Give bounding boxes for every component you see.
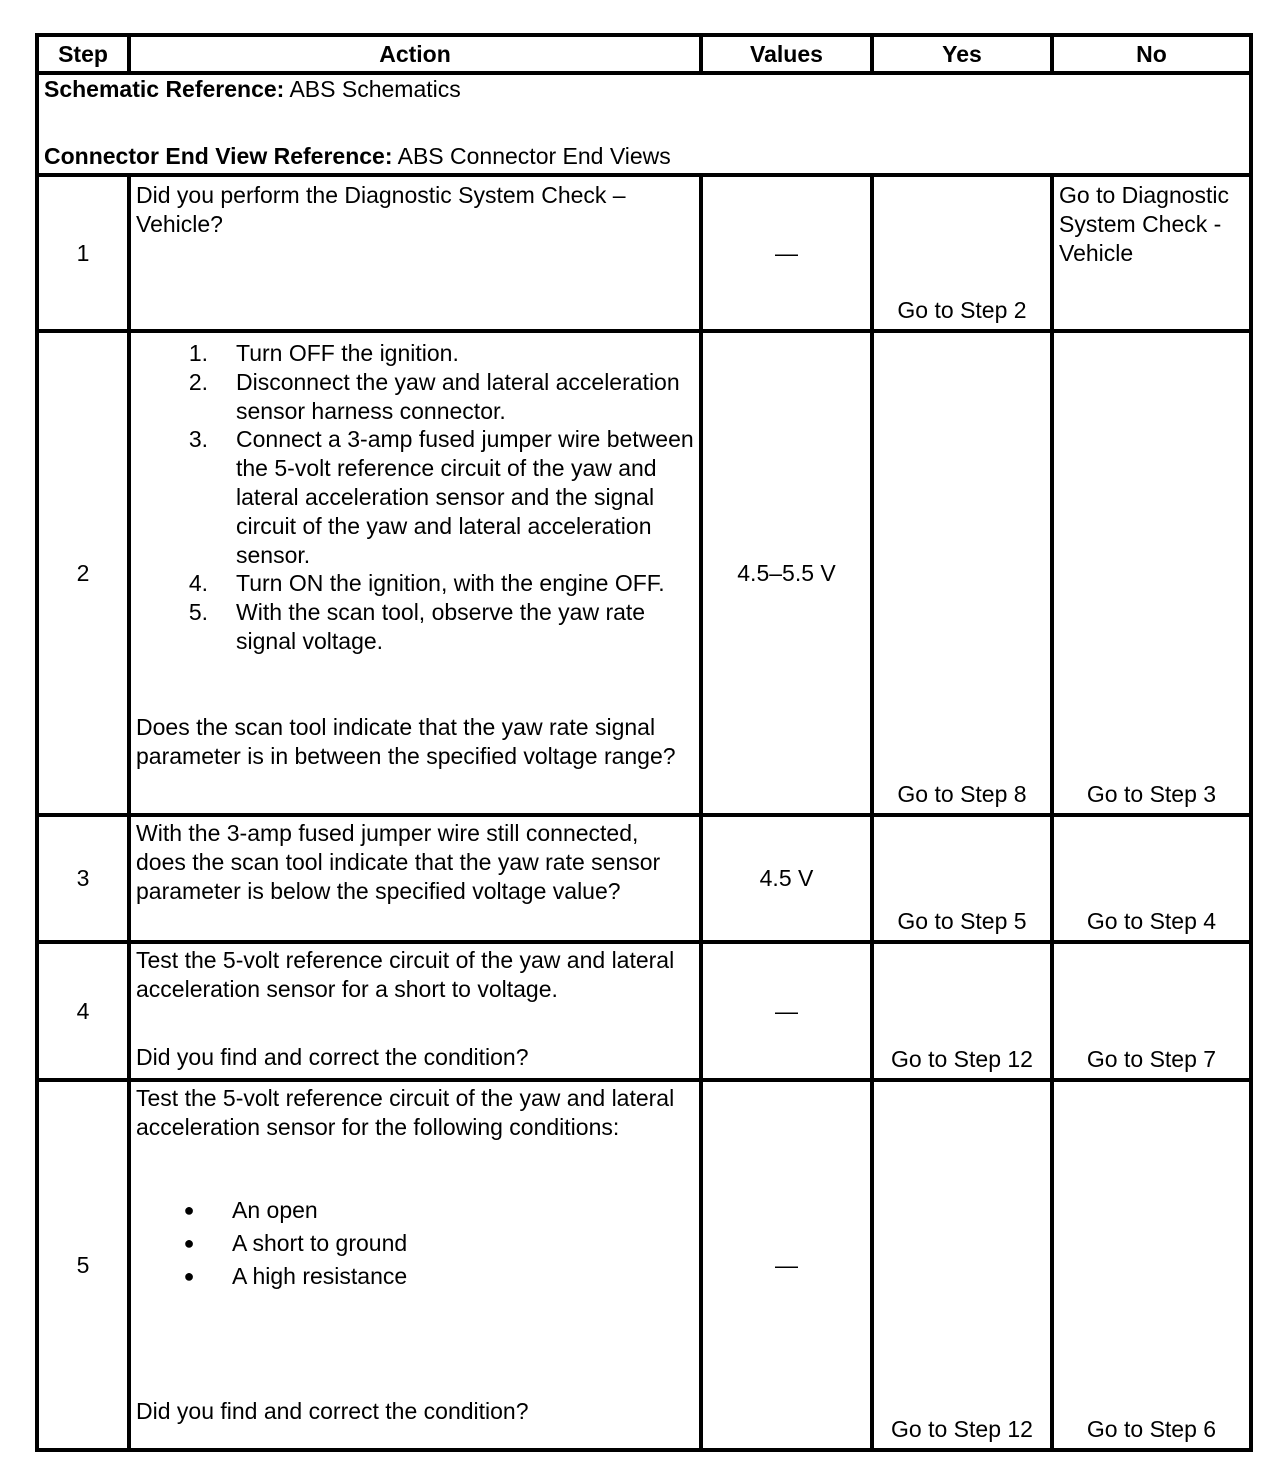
question-text: Did you find and correct the condition? [136, 1397, 529, 1424]
connector-reference [44, 142, 1244, 171]
step-number: 5 [37, 1080, 129, 1450]
header-row [37, 35, 1251, 73]
substep-number: 3. [188, 426, 208, 453]
no-cell[interactable]: Go to Step 3 [1052, 331, 1251, 815]
condition-text: A high resistance [232, 1262, 408, 1289]
substep-text: Turn ON the ignition, with the engine OFF. [236, 570, 665, 597]
table-row-step-4 [37, 942, 1251, 1080]
schematic-reference [44, 75, 1244, 104]
table-row-step-2 [37, 331, 1251, 815]
question-text: Did you find and correct the condition? [136, 1043, 529, 1070]
table-row-step-1 [37, 175, 1251, 331]
substep-list [136, 339, 694, 656]
action-cell [129, 331, 701, 815]
header-step: Step [37, 35, 129, 73]
table-row-step-5 [37, 1080, 1251, 1450]
reference-cell [37, 73, 1251, 175]
list-item [136, 339, 694, 368]
action-text: Did you perform the Diagnostic System Check – Vehicle? [136, 182, 626, 237]
condition-text: An open [232, 1196, 318, 1223]
list-item [136, 598, 694, 656]
yes-cell[interactable]: Go to Step 8 [872, 331, 1052, 815]
no-cell [1052, 175, 1251, 331]
substep-text: With the scan tool, observe the yaw rate signal voltage. [236, 599, 646, 654]
value-cell: 4.5–5.5 V [701, 331, 872, 815]
action-text: Test the 5-volt reference circuit of the yaw and lateral acceleration sensor for a short to voltage. [136, 947, 675, 1002]
substep-number: 5. [188, 599, 208, 626]
list-item [136, 569, 694, 598]
yes-cell[interactable]: Go to Step 12 [872, 1080, 1052, 1450]
header-action: Action [129, 35, 701, 73]
diagnostic-table [35, 33, 1253, 1452]
action-cell [129, 942, 701, 1080]
step-number: 3 [37, 815, 129, 942]
action-text: Test the 5-volt reference circuit of the yaw and lateral acceleration sensor for the following conditions: [136, 1085, 675, 1140]
question-text: Does the scan tool indicate that the yaw rate signal parameter is in between the specified voltage range? [136, 713, 676, 769]
value-cell: — [701, 175, 872, 331]
list-item [136, 1194, 694, 1227]
condition-text: A short to ground [232, 1229, 408, 1256]
substep-text: Disconnect the yaw and lateral acceleration sensor harness connector. [236, 368, 680, 424]
reference-row [37, 73, 1251, 175]
schematic-reference-label: Schematic Reference: [44, 76, 285, 102]
yes-cell[interactable]: Go to Step 5 [872, 815, 1052, 942]
yes-cell[interactable]: Go to Step 12 [872, 942, 1052, 1080]
header-values: Values [701, 35, 872, 73]
list-item [136, 368, 694, 426]
step-number: 1 [37, 175, 129, 331]
bullet-icon: ● [183, 1232, 195, 1253]
header-no: No [1052, 35, 1251, 73]
schematic-reference-link[interactable]: ABS Schematics [284, 76, 461, 102]
header-yes: Yes [872, 35, 1052, 73]
value-cell: 4.5 V [701, 815, 872, 942]
no-link[interactable]: Go to Diagnostic System Check - Vehicle [1059, 182, 1230, 266]
no-cell[interactable]: Go to Step 7 [1052, 942, 1251, 1080]
bullet-icon: ● [183, 1265, 195, 1286]
list-item [136, 1227, 694, 1260]
step-number: 4 [37, 942, 129, 1080]
action-cell [129, 1080, 701, 1450]
yes-cell[interactable]: Go to Step 2 [872, 175, 1052, 331]
substep-number: 2. [188, 368, 208, 395]
action-cell [129, 175, 701, 331]
list-item [136, 1260, 694, 1293]
no-cell[interactable]: Go to Step 4 [1052, 815, 1251, 942]
condition-list [136, 1194, 694, 1293]
substep-text: Connect a 3-amp fused jumper wire between the 5-volt reference circuit of the yaw and lateral acceleration sensor and the signal circuit of the yaw and lateral acceleration sensor. [236, 426, 694, 568]
step-number: 2 [37, 331, 129, 815]
substep-number: 1. [188, 340, 208, 366]
substep-text: Turn OFF the ignition. [236, 340, 459, 366]
substep-number: 4. [188, 570, 208, 597]
list-item [136, 425, 694, 569]
table-row-step-3 [37, 815, 1251, 942]
action-text: With the 3-amp fused jumper wire still connected, does the scan tool indicate that the yaw rate sensor parameter is below the specified voltage value? [136, 820, 661, 904]
action-cell [129, 815, 701, 942]
value-cell: — [701, 1080, 872, 1450]
value-cell: — [701, 942, 872, 1080]
connector-reference-link[interactable]: ABS Connector End Views [392, 142, 671, 169]
bullet-icon: ● [183, 1199, 195, 1220]
connector-reference-label: Connector End View Reference: [44, 142, 393, 169]
no-cell[interactable]: Go to Step 6 [1052, 1080, 1251, 1450]
